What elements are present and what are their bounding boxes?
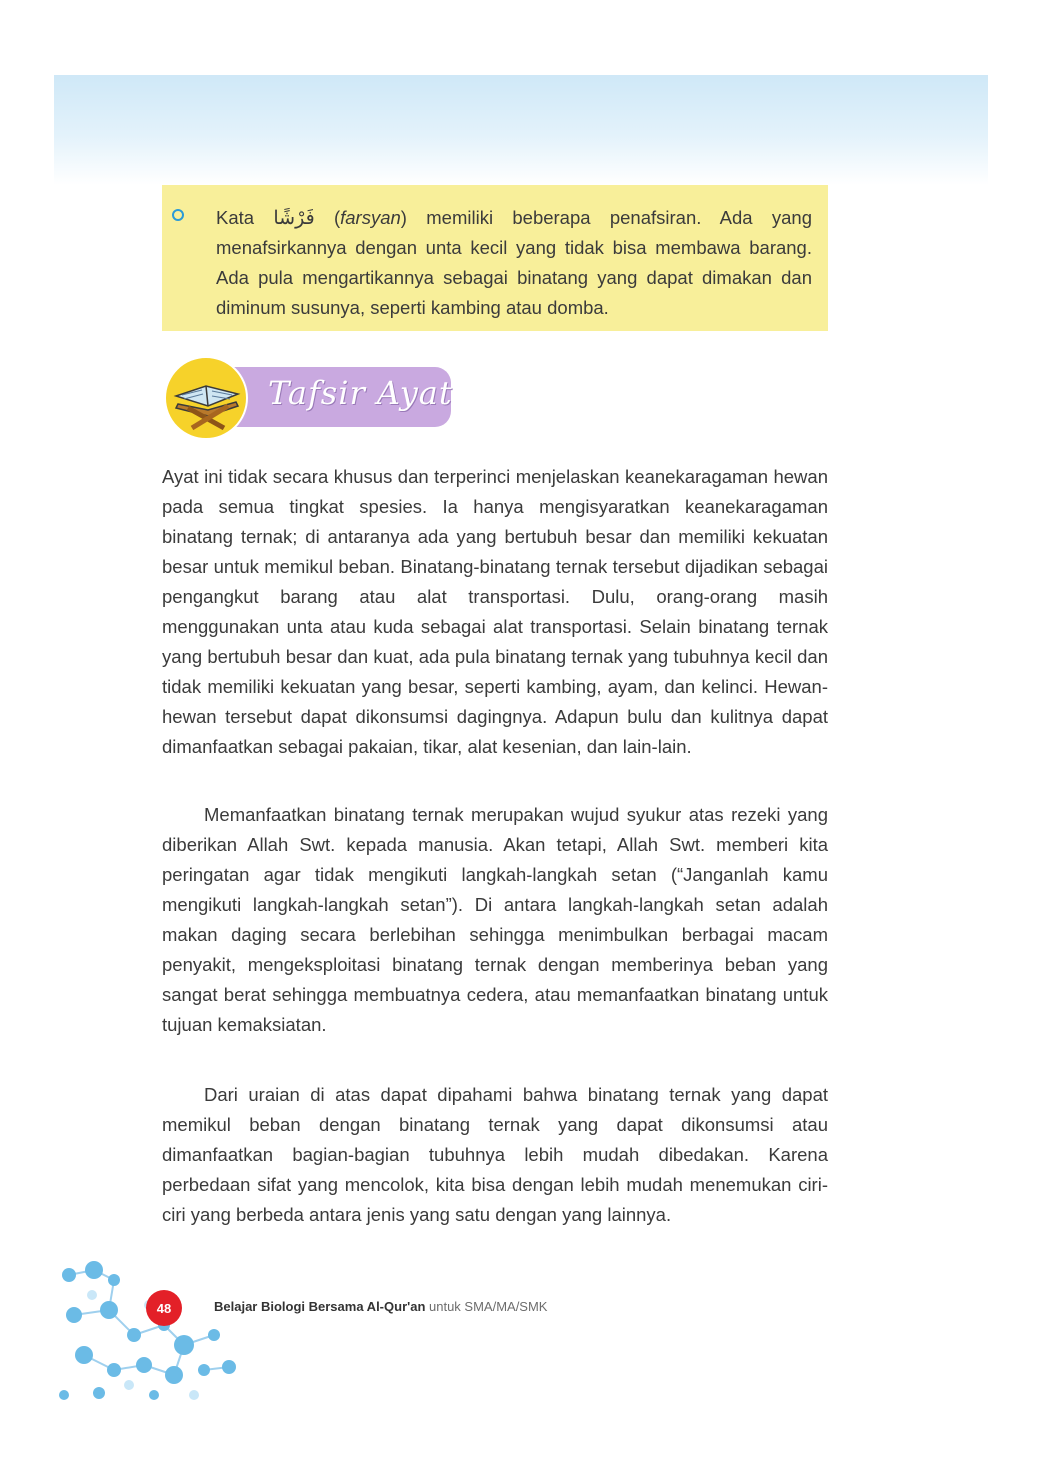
open-book-on-stand-icon <box>164 356 248 440</box>
note-box <box>162 185 828 331</box>
note-text-part: ) memiliki beberapa penafsiran. Ada yang menafsirkannya dengan unta kecil yang tidak bisa membawa barang. Ada pula mengartikannya sebagai binatang yang dapat dimakan dan diminum susunya, seperti kambing atau domba. <box>216 207 813 318</box>
paragraph: Dari uraian di atas dapat dipahami bahwa binatang ternak yang dapat memikul beban dengan binatang ternak yang dapat dikonsumsi atau dimanfaatkan bagian-bagian tubuhnya lebih mudah dibedakan. Karena perbedaan sifat yang mencolok, kita bisa dengan lebih mudah menemukan ciri-ciri yang berbeda antara jenis yang satu dengan yang lainnya. <box>162 1084 828 1225</box>
note-text <box>216 203 812 323</box>
page-number: 48 <box>146 1290 182 1326</box>
note-text-part: Kata <box>216 207 274 228</box>
book-title-suffix: untuk SMA/MA/SMK <box>425 1299 548 1314</box>
paragraph: Memanfaatkan binatang ternak merupakan wujud syukur atas rezeki yang diberikan Allah Swt. kepada manusia. Akan tetapi, Allah Swt. memberi kita peringatan agar tidak mengikuti langkah-langkah setan (“Janganlah kamu mengikuti langkah-langkah setan”). Di antara langkah-langkah setan adalah makan daging secara berlebihan sehingga menimbulkan berbagai macam penyakit, mengeksploitasi binatang ternak dengan memberinya beban yang sangat berat sehingga membuatnya cedera, atau memanfaatkan binatang untuk tujuan kemaksiatan. <box>162 804 828 1035</box>
book-title: Belajar Biologi Bersama Al-Qur'an <box>214 1299 426 1314</box>
note-text-part: ( <box>314 207 341 228</box>
molecule-decoration <box>54 1255 244 1405</box>
transliteration: farsyan <box>340 207 401 228</box>
header-band <box>54 75 988 185</box>
section-title: Tafsir Ayat <box>268 374 453 412</box>
footer-book-title <box>214 1299 547 1314</box>
paragraph: Ayat ini tidak secara khusus dan terperinci menjelaskan keanekaragaman hewan pada semua tingkat spesies. Ia hanya mengisyaratkan keanekaragaman binatang ternak; di antaranya ada yang bertubuh besar dan memiliki kekuatan besar untuk memikul beban. Binatang-binatang ternak tersebut dijadikan sebagai pengangkut barang atau alat transportasi. Dulu, orang-orang masih menggunakan unta atau kuda sebagai alat transportasi. Selain binatang ternak yang bertubuh besar dan kuat, ada pula binatang ternak yang tubuhnya kecil dan tidak memiliki kekuatan yang besar, seperti kambing, ayam, dan kelinci. Hewan-hewan tersebut dapat dikonsumsi dagingnya. Adapun bulu dan kulitnya dapat dimanfaatkan sebagai pakaian, tikar, alat kesenian, dan lain-lain. <box>162 466 828 757</box>
bullet-icon <box>172 209 184 221</box>
arabic-word: فَرْشًا <box>273 207 315 229</box>
